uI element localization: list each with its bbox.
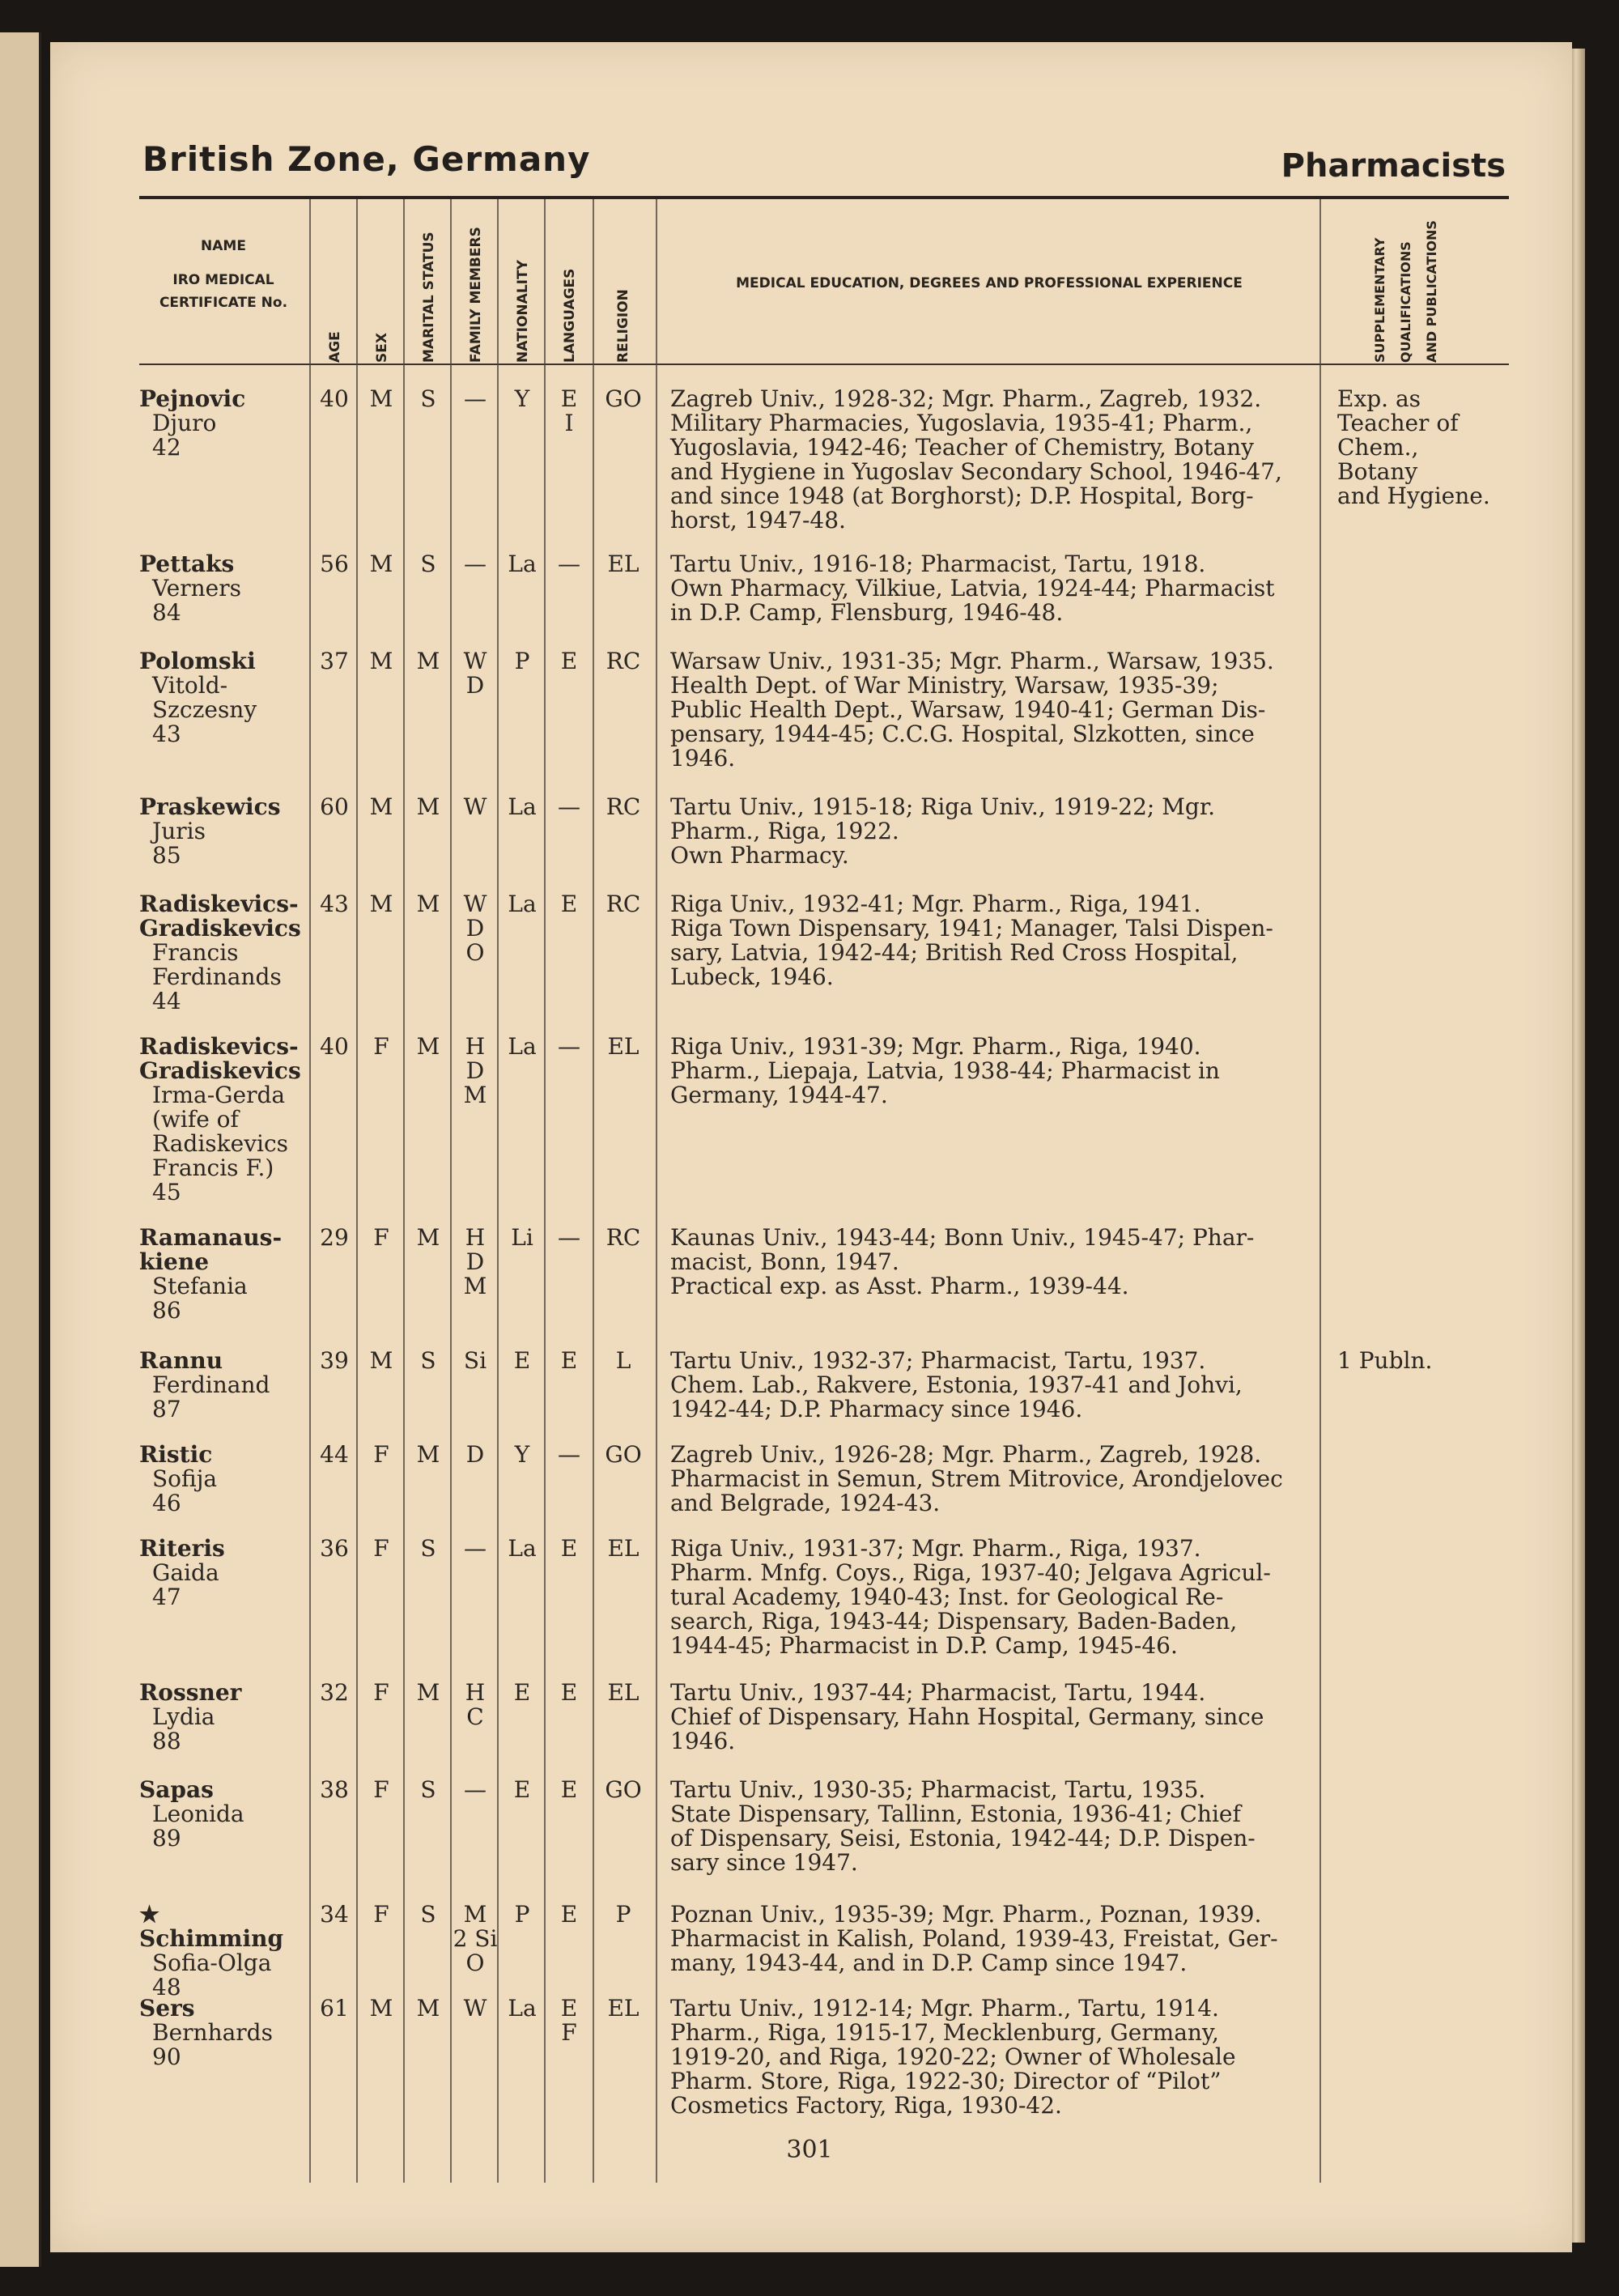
entry-age: 34	[320, 1901, 349, 1928]
entry-given-name: Lydia	[152, 1703, 215, 1730]
entry-marital-status: M	[416, 891, 440, 917]
column-header-name: NAME IRO MEDICAL CERTIFICATE No.	[159, 238, 288, 311]
entry-given-name: (wife of	[152, 1106, 239, 1133]
entry-name	[139, 1226, 309, 1323]
entry-surname: Radiskevics-	[139, 1033, 299, 1060]
entry-experience: Tartu Univ., 1937-44; Pharmacist, Tartu, 1944. Chief of Dispensary, Hahn Hospital, Germany, since 1946.	[670, 1679, 1264, 1754]
entry-experience: Tartu Univ., 1916-18; Pharmacist, Tartu, 1918. Own Pharmacy, Vilkiue, Latvia, 1924-44; Pharmacist in D.P. Camp, Flensburg, 1946-48.	[670, 551, 1275, 626]
entry-family-members: H D M	[463, 1033, 487, 1108]
entry-supplementary: 1 Publn.	[1337, 1347, 1433, 1374]
entry-age: 44	[320, 1441, 349, 1468]
entry-marital-status: M	[416, 793, 440, 820]
entry-nationality: Y	[514, 1441, 530, 1468]
entry-name	[139, 1537, 309, 1609]
entry-certificate-number: 45	[152, 1179, 181, 1205]
entry-experience: Kaunas Univ., 1943-44; Bonn Univ., 1945-47; Phar- macist, Bonn, 1947. Practical exp. as Asst. Pharm., 1939-44.	[670, 1224, 1255, 1299]
entry-age: 32	[320, 1679, 349, 1706]
entry-age: 61	[320, 1995, 349, 2022]
column-divider	[544, 199, 546, 2183]
entry-marital-status: S	[420, 1776, 436, 1803]
entry-marital-status: S	[420, 551, 436, 577]
entry-religion: L	[615, 1347, 631, 1374]
entry-sex: M	[369, 891, 393, 917]
entry-experience: Warsaw Univ., 1931-35; Mgr. Pharm., Warsaw, 1935. Health Dept. of War Ministry, Warsaw, 1935-39; Public Health Dept., Warsaw, 1940-41; German Dis- pensary, 1944-45; C.C.G. Hospital, Slzkotten, since 1946.	[670, 648, 1274, 772]
entry-family-members: Si	[463, 1347, 487, 1374]
entry-surname: Ramanaus-	[139, 1224, 283, 1251]
entry-family-members: —	[464, 385, 487, 412]
entry-marital-status: M	[416, 1441, 440, 1468]
entry-given-name: Szczesny	[152, 696, 257, 723]
entry-languages: E	[560, 1776, 578, 1803]
entry-experience: Tartu Univ., 1930-35; Pharmacist, Tartu, 1935. State Dispensary, Tallinn, Estonia, 1936-41; Chief of Dispensary, Seisi, Estonia, 1942-44; D.P. Dispen- sary since 1947.	[670, 1776, 1256, 1876]
entry-age: 40	[320, 385, 349, 412]
entry-religion: EL	[607, 1679, 640, 1706]
entry-nationality: E	[513, 1776, 531, 1803]
entry-name	[139, 892, 309, 1014]
entry-age: 38	[320, 1776, 349, 1803]
entry-surname: Sapas	[139, 1776, 214, 1803]
page-number: 301	[786, 2136, 833, 2164]
entry-given-name: Bernhards	[152, 2019, 273, 2046]
entry-given-name: Verners	[152, 575, 241, 602]
running-head-right: Pharmacists	[1281, 147, 1506, 185]
entry-experience: Tartu Univ., 1912-14; Mgr. Pharm., Tartu, 1914. Pharm., Riga, 1915-17, Mecklenburg, Germany, 1919-20, and Riga, 1920-22; Owner of Wholesale Pharm. Store, Riga, 1922-30; Director of “Pilot” Cosmetics Factory, Riga, 1930-42.	[670, 1995, 1236, 2119]
entry-family-members: M 2 Si O	[453, 1901, 498, 1976]
entry-given-name: Leonida	[152, 1801, 244, 1827]
entry-marital-status: M	[416, 1033, 440, 1060]
entry-religion: EL	[607, 551, 640, 577]
entry-sex: M	[369, 385, 393, 412]
entry-family-members: —	[464, 1776, 487, 1803]
entry-family-members: D	[465, 1441, 485, 1468]
entry-nationality: E	[513, 1679, 531, 1706]
entry-nationality: La	[508, 891, 537, 917]
entry-family-members: —	[464, 1535, 487, 1562]
entry-name	[139, 1349, 309, 1422]
entry-family-members: H C	[465, 1679, 486, 1730]
entry-languages: E	[560, 891, 578, 917]
entry-surname: Polomski	[139, 648, 256, 674]
column-divider	[497, 199, 499, 2183]
entry-given-name: Gaida	[152, 1559, 219, 1586]
adjacent-page-edge	[0, 32, 41, 2267]
entry-certificate-number: 87	[152, 1396, 181, 1422]
entry-given-name: Stefania	[152, 1273, 248, 1299]
entry-given-name: Ferdinands	[152, 963, 282, 990]
entry-surname: Ristic	[139, 1441, 213, 1468]
entry-sex: F	[373, 1441, 389, 1468]
entry-name	[139, 1996, 309, 2069]
column-divider	[403, 199, 405, 2183]
entry-religion: RC	[606, 891, 641, 917]
column-divider	[1319, 199, 1321, 2183]
entry-nationality: Y	[514, 385, 530, 412]
entry-nationality: La	[508, 1995, 537, 2022]
entry-given-name: Francis F.)	[152, 1154, 274, 1181]
entry-surname: Sers	[139, 1995, 195, 2022]
entry-certificate-number: 46	[152, 1490, 181, 1516]
header-rule	[139, 196, 1509, 199]
entry-surname: Gradiskevics	[139, 1057, 301, 1084]
column-divider	[450, 199, 452, 2183]
running-head-left: British Zone, Germany	[142, 139, 591, 179]
entry-family-members: H D M	[463, 1224, 487, 1299]
entry-experience: Poznan Univ., 1935-39; Mgr. Pharm., Poznan, 1939. Pharmacist in Kalish, Poland, 1939-43, Freistat, Ger- many, 1943-44, and in D.P. Camp since 1947.	[670, 1901, 1278, 1976]
entry-given-name: Djuro	[152, 410, 217, 436]
entry-religion: GO	[605, 1441, 642, 1468]
entry-certificate-number: 86	[152, 1297, 181, 1324]
entry-name	[139, 1681, 309, 1754]
entry-name	[139, 649, 309, 746]
entry-family-members: W	[463, 793, 487, 820]
column-divider	[656, 199, 657, 2183]
entry-age: 39	[320, 1347, 349, 1374]
entry-marital-status: M	[416, 1679, 440, 1706]
entry-sex: M	[369, 551, 393, 577]
entry-name	[139, 1443, 309, 1516]
entry-experience: Zagreb Univ., 1926-28; Mgr. Pharm., Zagreb, 1928. Pharmacist in Semun, Strem Mitrovice, Arondjelovec and Belgrade, 1924-43.	[670, 1441, 1283, 1516]
entry-certificate-number: 84	[152, 599, 181, 626]
entry-nationality: La	[508, 793, 537, 820]
entry-sex: F	[373, 1535, 389, 1562]
entry-given-name: Irma-Gerda	[152, 1082, 286, 1108]
entry-nationality: P	[514, 648, 530, 674]
column-divider	[309, 199, 311, 2183]
entry-certificate-number: 90	[152, 2043, 181, 2070]
column-header-rule	[139, 364, 1509, 365]
entry-marital-status: M	[416, 1995, 440, 2022]
entry-surname: Radiskevics-	[139, 891, 299, 917]
entry-sex: M	[369, 648, 393, 674]
entry-name	[139, 795, 309, 868]
entry-sex: F	[373, 1679, 389, 1706]
entry-experience: Riga Univ., 1931-39; Mgr. Pharm., Riga, 1940. Pharm., Liepaja, Latvia, 1938-44; Pharmacist in Germany, 1944-47.	[670, 1033, 1220, 1108]
entry-surname: Praskewics	[139, 793, 281, 820]
entry-languages: —	[558, 551, 580, 577]
entry-certificate-number: 42	[152, 434, 181, 461]
entry-religion: EL	[607, 1995, 640, 2022]
entry-age: 56	[320, 551, 349, 577]
entry-religion: P	[615, 1901, 631, 1928]
entry-languages: E	[560, 1347, 578, 1374]
entry-age: 37	[320, 648, 349, 674]
entry-certificate-number: 47	[152, 1584, 181, 1610]
entry-languages: E	[560, 1679, 578, 1706]
entry-given-name: Sofija	[152, 1465, 218, 1492]
entry-experience: Riga Univ., 1931-37; Mgr. Pharm., Riga, 1937. Pharm. Mnfg. Coys., Riga, 1937-40; Jelgava Agricul- tural Academy, 1940-43; Inst. for Geological Re- search, Riga, 1943-44; Dispensary, Baden-Baden, 1944-45; Pharmacist in D.P. Camp, 1945-46.	[670, 1535, 1271, 1659]
entry-surname: Rannu	[139, 1347, 223, 1374]
entry-given-name: Sofia-Olga	[152, 1949, 272, 1976]
entry-marital-status: M	[416, 648, 440, 674]
entry-name	[139, 1778, 309, 1851]
entry-sex: F	[373, 1901, 389, 1928]
column-header-experience: MEDICAL EDUCATION, DEGREES AND PROFESSIONAL EXPERIENCE	[736, 275, 1243, 291]
entry-certificate-number: 48	[152, 1974, 181, 2000]
entry-sex: F	[373, 1776, 389, 1803]
entry-experience: Tartu Univ., 1932-37; Pharmacist, Tartu, 1937. Chem. Lab., Rakvere, Estonia, 1937-41 and Johvi, 1942-44; D.P. Pharmacy since 1946.	[670, 1347, 1243, 1422]
entry-religion: RC	[606, 1224, 641, 1251]
entry-languages: E	[560, 1535, 578, 1562]
entry-given-name: Vitold-	[152, 672, 228, 699]
entry-marital-status: S	[420, 1347, 436, 1374]
entry-marital-status: S	[420, 1535, 436, 1562]
entry-sex: F	[373, 1033, 389, 1060]
entry-nationality: La	[508, 1033, 537, 1060]
entry-age: 40	[320, 1033, 349, 1060]
entry-given-name: Ferdinand	[152, 1371, 270, 1398]
entry-age: 60	[320, 793, 349, 820]
entry-certificate-number: 43	[152, 721, 181, 747]
entry-languages: E	[560, 1901, 578, 1928]
entry-certificate-number: 44	[152, 988, 181, 1014]
entry-languages: —	[558, 1441, 580, 1468]
entry-marital-status: S	[420, 385, 436, 412]
entry-surname: kiene	[139, 1248, 210, 1275]
entry-languages: E	[560, 648, 578, 674]
entry-name	[139, 552, 309, 625]
entry-religion: GO	[605, 1776, 642, 1803]
entry-nationality: E	[513, 1347, 531, 1374]
entry-given-name: Radiskevics	[152, 1130, 289, 1157]
entry-given-name: Francis	[152, 939, 239, 966]
entry-surname: Pettaks	[139, 551, 235, 577]
entry-religion: EL	[607, 1033, 640, 1060]
entry-experience: Tartu Univ., 1915-18; Riga Univ., 1919-22; Mgr. Pharm., Riga, 1922. Own Pharmacy.	[670, 793, 1216, 869]
column-divider	[356, 199, 358, 2183]
entry-sex: M	[369, 1995, 393, 2022]
entry-surname: Rossner	[139, 1679, 242, 1706]
entry-languages: E F	[560, 1995, 578, 2046]
column-divider	[593, 199, 594, 2183]
entry-marital-status: M	[416, 1224, 440, 1251]
entry-languages: —	[558, 1033, 580, 1060]
entry-name	[139, 1903, 309, 2000]
entry-name	[139, 387, 309, 460]
entry-nationality: La	[508, 551, 537, 577]
entry-supplementary: Exp. as Teacher of Chem., Botany and Hygiene.	[1337, 385, 1490, 509]
entry-religion: GO	[605, 385, 642, 412]
entry-experience: Zagreb Univ., 1928-32; Mgr. Pharm., Zagreb, 1932. Military Pharmacies, Yugoslavia, 1935-41; Pharm., Yugoslavia, 1942-46; Teacher of Chemistry, Botany and Hygiene in Yugoslav Secondary School, 1946-47, and since 1948 (at Borghorst); D.P. Hospital, Borg- horst, 1947-48.	[670, 385, 1282, 534]
entry-certificate-number: 88	[152, 1728, 181, 1754]
entry-family-members: W D	[463, 648, 487, 699]
entry-age: 43	[320, 891, 349, 917]
entry-surname: Riteris	[139, 1535, 225, 1562]
entry-marital-status: S	[420, 1901, 436, 1928]
entry-surname: ★ Schimming	[139, 1901, 284, 1952]
entry-certificate-number: 85	[152, 842, 181, 869]
entry-experience: Riga Univ., 1932-41; Mgr. Pharm., Riga, 1941. Riga Town Dispensary, 1941; Manager, Talsi Dispen- sary, Latvia, 1942-44; British Red Cross Hospital, Lubeck, 1946.	[670, 891, 1273, 990]
entry-given-name: Juris	[152, 818, 206, 844]
entry-sex: M	[369, 1347, 393, 1374]
entry-nationality: P	[514, 1901, 530, 1928]
entry-family-members: W D O	[463, 891, 487, 966]
entry-languages: —	[558, 1224, 580, 1251]
entry-languages: E I	[560, 385, 578, 436]
entry-nationality: Li	[511, 1224, 533, 1251]
entry-age: 29	[320, 1224, 349, 1251]
entry-religion: EL	[607, 1535, 640, 1562]
entry-family-members: —	[464, 551, 487, 577]
entry-religion: RC	[606, 793, 641, 820]
entry-nationality: La	[508, 1535, 537, 1562]
entry-name	[139, 1035, 309, 1205]
entry-religion: RC	[606, 648, 641, 674]
entry-surname: Gradiskevics	[139, 915, 301, 942]
entry-surname: Pejnovic	[139, 385, 246, 412]
entry-certificate-number: 89	[152, 1825, 181, 1852]
entry-age: 36	[320, 1535, 349, 1562]
entry-languages: —	[558, 793, 580, 820]
entry-sex: F	[373, 1224, 389, 1251]
entry-family-members: W	[463, 1995, 487, 2022]
entry-sex: M	[369, 793, 393, 820]
